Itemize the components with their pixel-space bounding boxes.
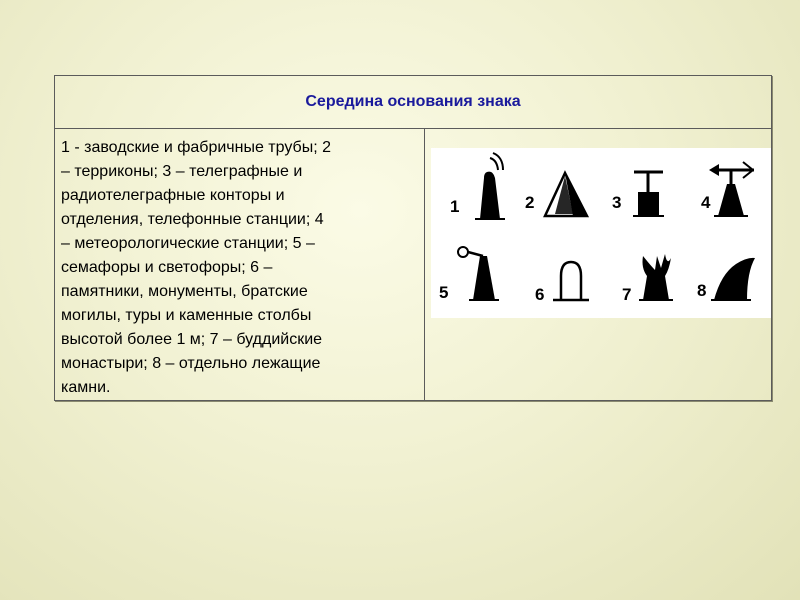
symbol-number: 4 — [701, 193, 711, 212]
description-line: семафоры и светофоры; 6 – — [61, 259, 273, 276]
legend-table — [54, 75, 772, 401]
description-line: камни. — [61, 379, 111, 396]
description-cell — [55, 129, 425, 401]
monument-icon — [553, 262, 589, 300]
symbol-number: 5 — [439, 283, 449, 302]
symbols-cell — [425, 129, 772, 401]
symbol-8 — [697, 258, 755, 300]
telegraph-office-icon — [633, 172, 664, 216]
buddhist-monastery-icon — [639, 254, 673, 300]
symbols-image — [431, 148, 771, 318]
symbol-number: 7 — [622, 285, 632, 304]
table-header-row — [55, 76, 772, 129]
symbol-number: 6 — [535, 285, 545, 304]
description-line: могилы, туры и каменные столбы — [61, 307, 312, 324]
description-line: – терриконы; 3 – телеграфные и — [61, 163, 303, 180]
description-line: отделения, телефонные станции; 4 — [61, 211, 324, 228]
description-line: памятники, монументы, братские — [61, 283, 308, 300]
symbol-4 — [701, 162, 754, 216]
symbol-5 — [439, 247, 499, 302]
factory-chimney-icon — [475, 153, 505, 219]
symbol-number: 8 — [697, 281, 707, 300]
description-line: монастыри; 8 – отдельно лежащие — [61, 355, 321, 372]
symbol-number: 1 — [450, 197, 460, 216]
description-line: – метеорологические станции; 5 – — [61, 235, 315, 252]
description-line: радиотелеграфные конторы и — [61, 187, 285, 204]
symbol-3 — [612, 172, 664, 216]
symbol-7 — [622, 254, 673, 304]
weather-station-icon — [709, 162, 754, 216]
table-body-row — [55, 129, 772, 401]
symbol-2 — [525, 173, 587, 216]
description-line: высотой более 1 м; 7 – буддийские — [61, 331, 323, 348]
semaphore-icon — [458, 247, 499, 300]
symbol-1 — [450, 153, 505, 219]
table-header: Середина основания знака — [55, 76, 772, 129]
symbol-number: 2 — [525, 193, 535, 212]
spoil-heap-icon — [545, 173, 587, 216]
symbol-number: 3 — [612, 193, 622, 212]
symbol-6 — [535, 262, 589, 304]
description-line: 1 - заводские и фабричные трубы; 2 — [61, 139, 331, 156]
boulder-icon — [711, 258, 755, 300]
